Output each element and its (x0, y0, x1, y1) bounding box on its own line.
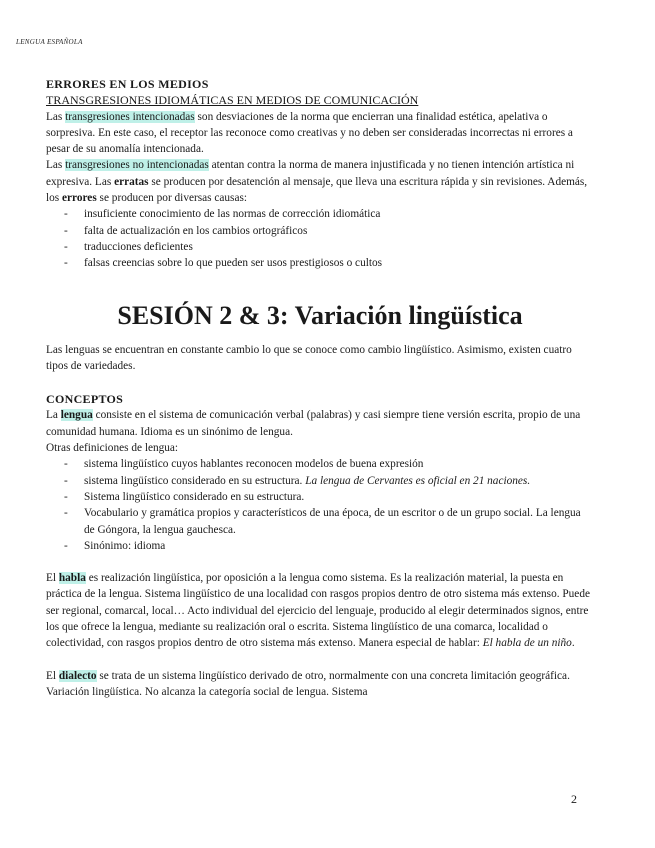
bold-term: errores (62, 192, 97, 205)
list-item: - sistema lingüístico considerado en su estructura. La lengua de Cervantes es oficial en 21 naciones. (46, 473, 594, 489)
list-item: - Sistema lingüístico considerado en su estructura. (46, 489, 594, 505)
example-italic: La lengua de Cervantes es oficial en 21 naciones. (305, 474, 531, 487)
section-heading: ERRORES EN LOS MEDIOS (46, 77, 209, 91)
page-content (46, 76, 594, 700)
list-item: - falsas creencias sobre lo que pueden ser usos prestigiosos o cultos (46, 255, 594, 271)
session-title: SESIÓN 2 & 3: Variación lingüística (117, 300, 523, 330)
paragraph-habla: El habla es realización lingüística, por oposición a la lengua como sistema. Es la realización material, la puesta en práctica de la lengua. Sistema lingüístico de una localidad con rasgos propios dentro de otro sistema más extenso. Puede ser regional, comarcal, local… Acto individual del ejercicio del lenguaje, producido al elegir determinados signos, entre los que ofrece la lengua, mediante su realización oral o escrita. Sistema lingüístico de una comarca, localidad o colectividad, con rasgos propios dentro de otro sistema más extenso. Manera especial de hablar: El habla de un niño. (46, 572, 590, 650)
highlight-term: habla (58, 572, 86, 585)
concepts-heading: CONCEPTOS (46, 392, 124, 407)
bold-term: erratas (114, 175, 149, 188)
highlight-term: dialecto (58, 669, 97, 682)
section-subheading: TRANSGRESIONES IDIOMÁTICAS EN MEDIOS DE COMUNICACIÓN (46, 93, 419, 108)
list-item: - insuficiente conocimiento de las normas de corrección idiomática (46, 206, 594, 222)
highlight-term: transgresiones no intencionadas (65, 159, 209, 172)
other-definitions-label: Otras definiciones de lengua: (46, 442, 179, 455)
paragraph-unintentional: Las transgresiones no intencionadas atentan contra la norma de manera injustificada y no tienen intención artística ni expresiva. Las erratas se producen por desatención al mensaje, que lleva una escritura rápida y sin revisiones. Además, los errores se producen por diversas causas: (46, 159, 588, 205)
intro-paragraph: Las lenguas se encuentran en constante cambio lo que se conoce como cambio lingüístico. Asimismo, existen cuatro tipos de variedades. (46, 343, 572, 372)
highlight-term: lengua (60, 409, 93, 422)
list-item: - Sinónimo: idioma (46, 538, 594, 554)
running-header: LENGUA ESPAÑOLA (16, 38, 83, 46)
list-item: - Vocabulario y gramática propios y característicos de una época, de un escritor o de un grupo social. La lengua de Góngora, la lengua gauchesca. (46, 505, 594, 538)
paragraph-lengua: La lengua consiste en el sistema de comunicación verbal (palabras) y casi siempre tiene versión escrita, propio de una comunidad humana. Idioma es un sinónimo de lengua. (46, 409, 581, 438)
highlight-term: transgresiones intencionadas (65, 110, 195, 123)
list-item: - sistema lingüístico cuyos hablantes reconocen modelos de buena expresión (46, 456, 594, 472)
causes-list (46, 206, 594, 271)
example-italic: El habla de un niño (482, 637, 572, 650)
definitions-list (46, 456, 594, 554)
paragraph-intentional: Las transgresiones intencionadas son desviaciones de la norma que encierran una finalidad estética, apelativa o sorpresiva. En este caso, el receptor las reconoce como creativas y no deben ser consideradas incorrectas ni errores a pesar de su anomalía intencionada. (46, 110, 573, 156)
paragraph-dialecto: El dialecto se trata de un sistema lingüístico derivado de otro, normalmente con una concreta limitación geográfica. Variación lingüística. No alcanza la categoría social de lengua. Sistema (46, 669, 570, 698)
page-number: 2 (571, 792, 577, 806)
list-item: - falta de actualización en los cambios ortográficos (46, 223, 594, 239)
list-item: - traducciones deficientes (46, 239, 594, 255)
